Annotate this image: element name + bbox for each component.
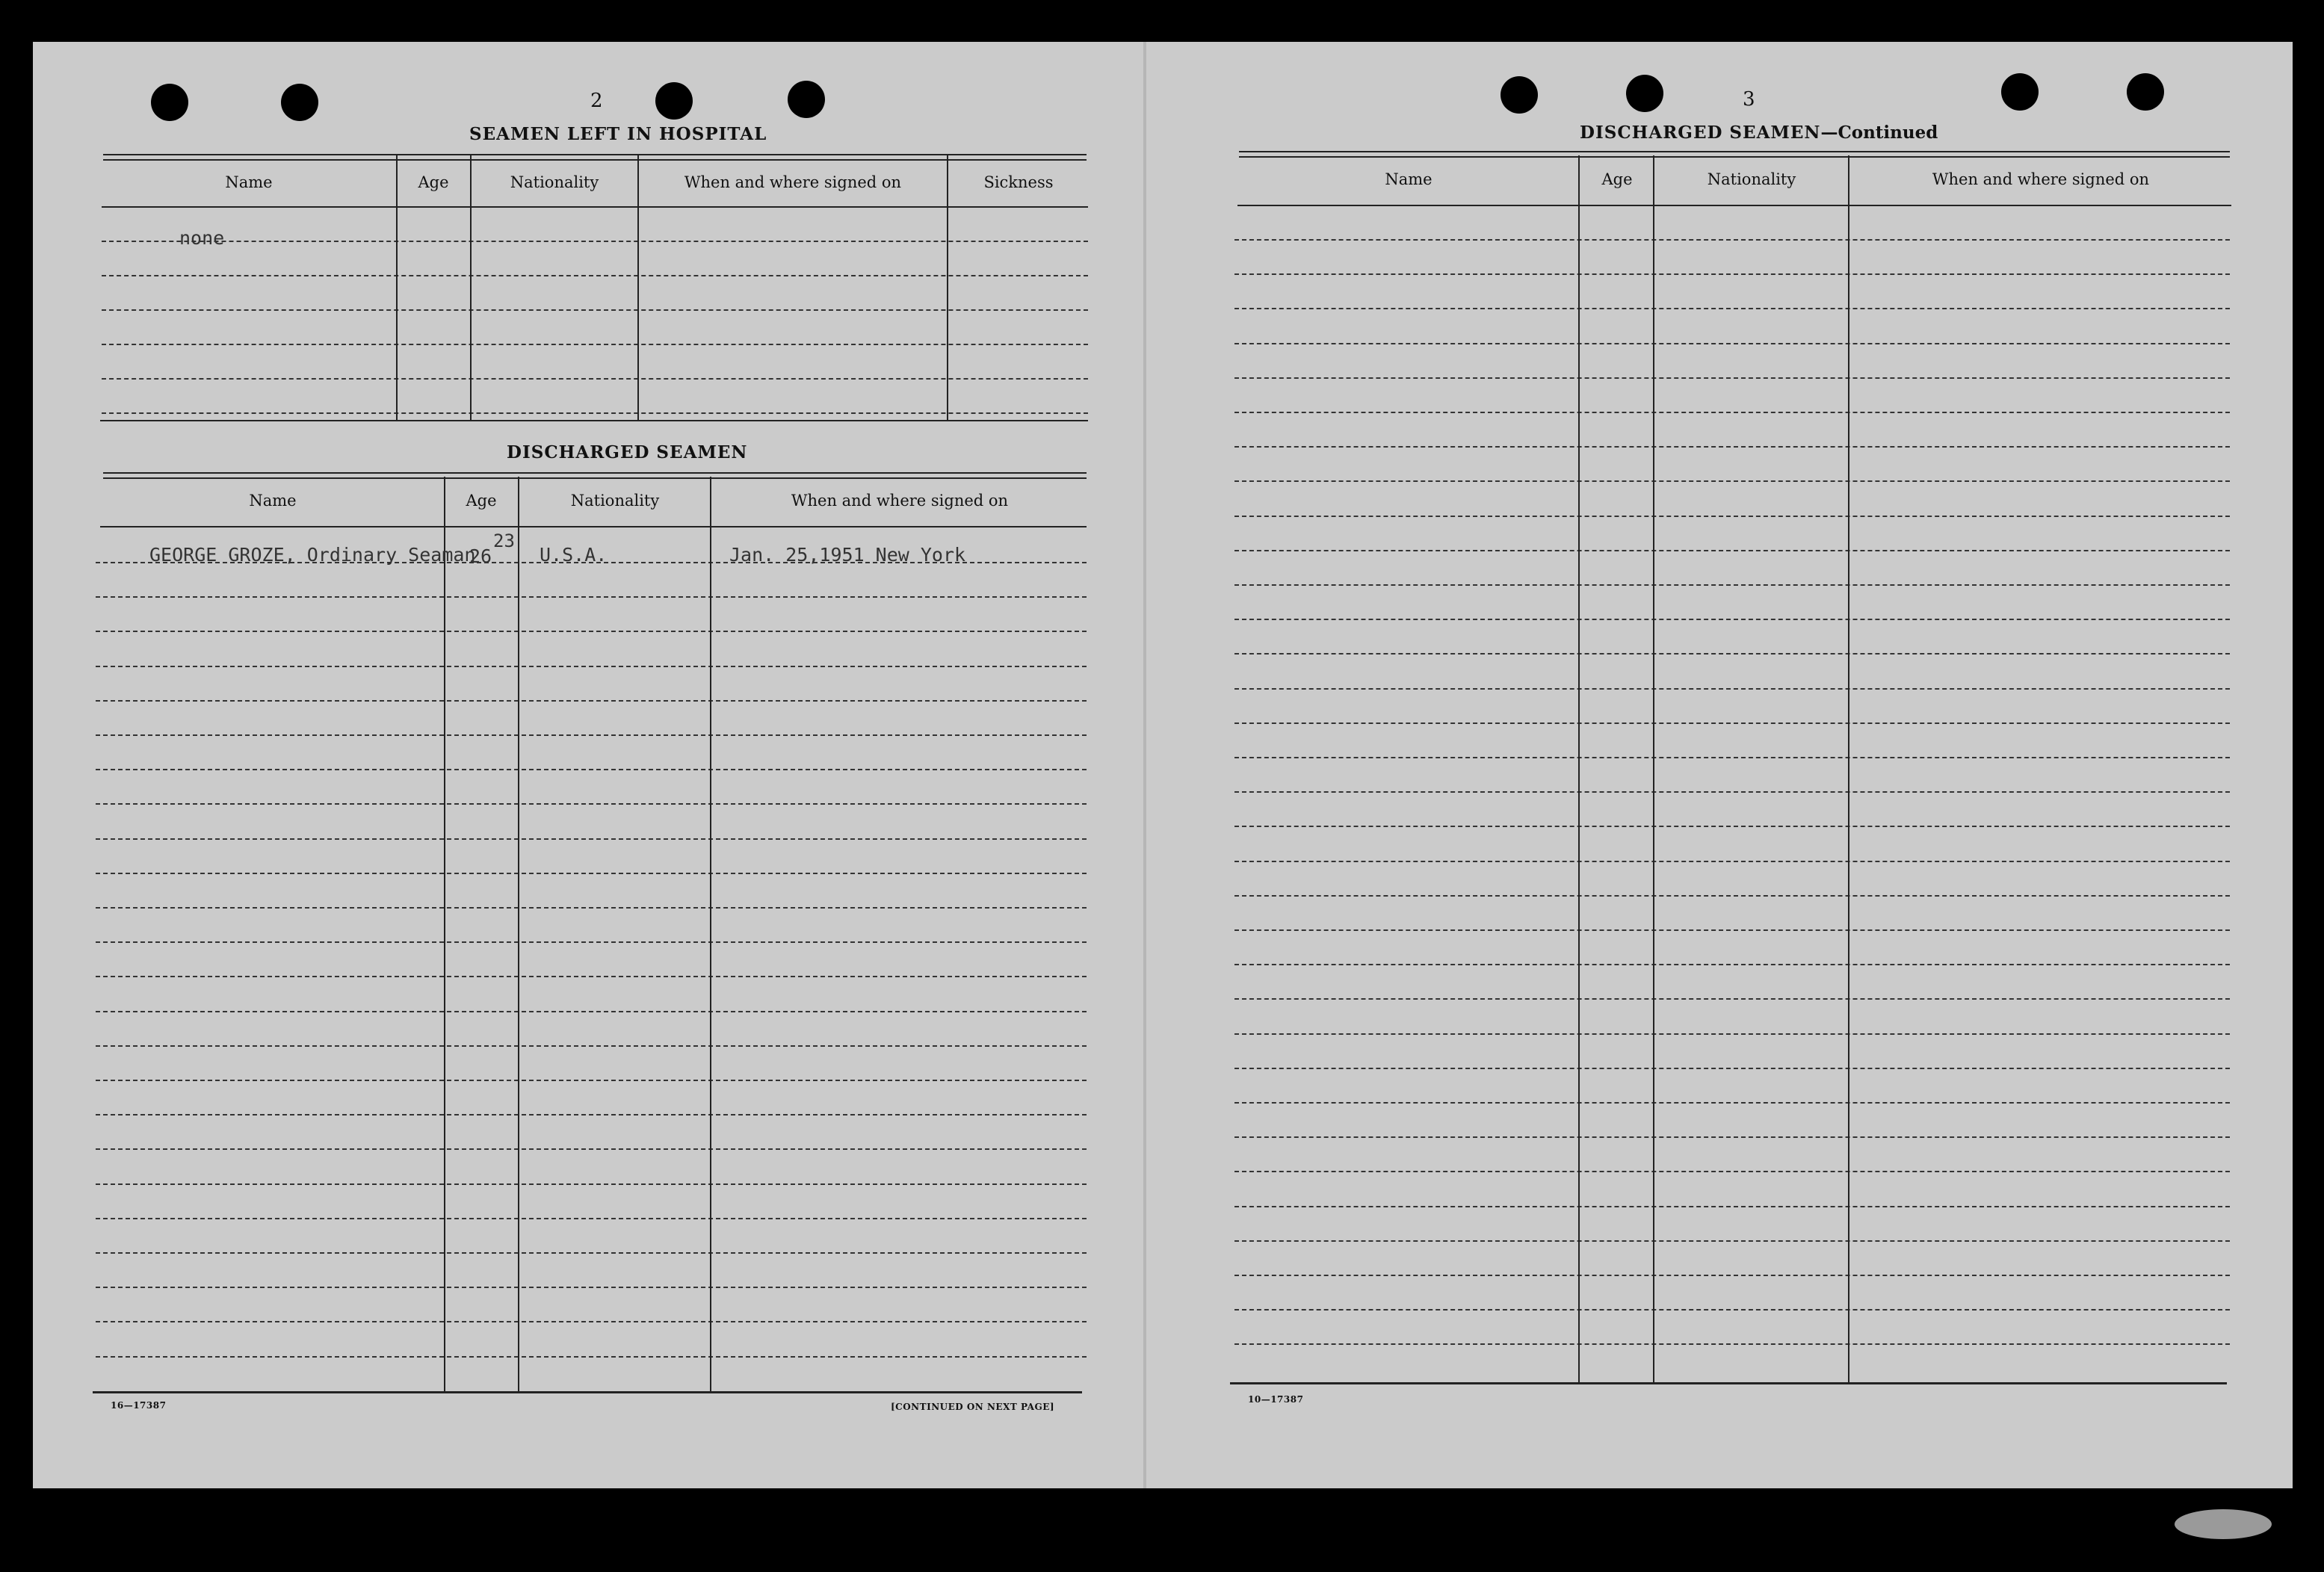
discharged-header-bottom-rule <box>100 526 1087 527</box>
hospital-entry: none <box>179 227 225 249</box>
row-line <box>102 378 1088 380</box>
row-line <box>1234 619 2230 620</box>
row-line <box>1234 1136 2230 1138</box>
hospital-col-name: Name <box>225 173 273 191</box>
hospital-bottom-rule <box>100 420 1088 421</box>
row-line <box>96 1114 1087 1115</box>
row-line <box>1234 516 2230 517</box>
row-line <box>1234 998 2230 1000</box>
row-line <box>96 838 1087 840</box>
row-line <box>1234 1068 2230 1069</box>
col-divider <box>470 155 472 420</box>
scan-smudge <box>2175 1509 2272 1539</box>
row-line <box>102 309 1088 311</box>
discharged-col-nationality: Nationality <box>570 492 660 510</box>
discharged-section-title: DISCHARGED SEAMEN <box>507 442 748 462</box>
continued-title-suffix: —Continued <box>1820 123 1938 143</box>
row-line <box>96 1045 1087 1047</box>
discharged-header-rule <box>103 472 1087 479</box>
row-line <box>96 1080 1087 1081</box>
row-line <box>1234 826 2230 827</box>
row-line <box>102 275 1088 276</box>
row-line <box>1234 377 2230 379</box>
hospital-col-nationality: Nationality <box>510 173 599 191</box>
form-number-right: 10—17387 <box>1248 1394 1304 1405</box>
discharged-nationality-1: U.S.A. <box>540 544 608 566</box>
punch-hole <box>1501 76 1538 114</box>
hospital-header-bottom-rule <box>102 206 1088 208</box>
page-fold <box>1143 42 1146 1488</box>
row-line <box>1234 757 2230 758</box>
row-line <box>96 734 1087 736</box>
discharged-bottom-rule-left <box>93 1391 1082 1393</box>
hospital-section-title: SEAMEN LEFT IN HOSPITAL <box>469 124 767 144</box>
continued-col-signed-on: When and where signed on <box>1932 170 2150 188</box>
col-divider <box>710 477 711 1393</box>
punch-hole <box>281 84 318 121</box>
continued-col-age: Age <box>1601 170 1633 188</box>
continued-bottom-rule <box>1230 1382 2227 1384</box>
discharged-col-signed-on: When and where signed on <box>791 492 1009 510</box>
row-line <box>96 596 1087 598</box>
row-line <box>1234 584 2230 586</box>
row-line <box>102 344 1088 345</box>
continued-title-main: DISCHARGED SEAMEN <box>1580 123 1821 143</box>
row-line <box>1234 1275 2230 1276</box>
row-line <box>96 1321 1087 1322</box>
hospital-col-age: Age <box>418 173 449 191</box>
col-divider <box>637 155 639 420</box>
col-divider <box>1848 155 1849 1384</box>
row-line <box>1234 1171 2230 1172</box>
discharged-col-name: Name <box>249 492 297 510</box>
row-line <box>1234 964 2230 965</box>
row-line <box>1234 929 2230 931</box>
row-line <box>96 873 1087 874</box>
row-line <box>96 631 1087 632</box>
punch-hole <box>2001 73 2039 111</box>
row-line <box>96 1252 1087 1254</box>
col-divider <box>518 477 519 1393</box>
continued-header-bottom-rule <box>1237 205 2231 206</box>
row-line <box>96 941 1087 943</box>
row-line <box>1234 1240 2230 1242</box>
punch-hole <box>655 82 693 120</box>
page-number-left: 2 <box>590 90 603 112</box>
row-line <box>1234 273 2230 275</box>
discharged-age-1: 23 <box>493 530 515 551</box>
row-line <box>102 241 1088 242</box>
row-line <box>96 803 1087 805</box>
col-divider <box>1653 155 1654 1384</box>
row-line <box>1234 895 2230 897</box>
row-line <box>1234 550 2230 551</box>
hospital-col-sickness: Sickness <box>983 173 1054 191</box>
discharged-signed-on-1: Jan. 25,1951 New York <box>729 544 966 566</box>
punch-hole <box>151 84 188 121</box>
document-paper <box>33 42 2293 1488</box>
punch-hole <box>788 81 825 118</box>
continued-col-name: Name <box>1385 170 1433 188</box>
row-line <box>1234 722 2230 724</box>
row-line <box>1234 480 2230 482</box>
continued-header-rule <box>1239 151 2230 158</box>
col-divider <box>444 477 445 1393</box>
row-line <box>1234 1309 2230 1310</box>
row-line <box>96 907 1087 909</box>
row-line <box>1234 1343 2230 1345</box>
row-line <box>96 769 1087 770</box>
row-line <box>1234 653 2230 655</box>
row-line <box>1234 1206 2230 1207</box>
discharged-name-1: GEORGE GROZE, Ordinary Seaman <box>149 544 476 566</box>
row-line <box>96 1148 1087 1150</box>
row-line <box>1234 1102 2230 1104</box>
row-line <box>96 1218 1087 1219</box>
row-line <box>1234 412 2230 413</box>
row-line <box>1234 1033 2230 1035</box>
row-line <box>1234 446 2230 448</box>
row-line <box>102 412 1088 414</box>
discharged-age-struck-1: 26 <box>469 545 492 567</box>
row-line <box>1234 791 2230 793</box>
col-divider <box>1578 155 1580 1384</box>
form-number-left: 16—17387 <box>111 1400 167 1411</box>
continued-note: [CONTINUED ON NEXT PAGE] <box>891 1402 1055 1412</box>
continued-col-nationality: Nationality <box>1707 170 1796 188</box>
row-line <box>96 976 1087 977</box>
continued-section-title <box>1580 123 1938 143</box>
row-line <box>96 1356 1087 1358</box>
col-divider <box>947 155 948 420</box>
row-line <box>1234 343 2230 344</box>
row-line <box>1234 861 2230 862</box>
col-divider <box>396 155 398 420</box>
row-line <box>96 1287 1087 1288</box>
punch-hole <box>2127 73 2164 111</box>
hospital-col-signed-on: When and where signed on <box>684 173 902 191</box>
hospital-header-rule <box>103 154 1087 161</box>
row-line <box>1234 688 2230 690</box>
row-line <box>96 666 1087 667</box>
discharged-col-age: Age <box>466 492 497 510</box>
page-number-right: 3 <box>1743 88 1755 111</box>
row-line <box>96 1183 1087 1185</box>
row-line <box>1234 239 2230 241</box>
row-line <box>1234 308 2230 309</box>
punch-hole <box>1626 75 1663 112</box>
row-line <box>96 700 1087 702</box>
row-line <box>96 1011 1087 1012</box>
